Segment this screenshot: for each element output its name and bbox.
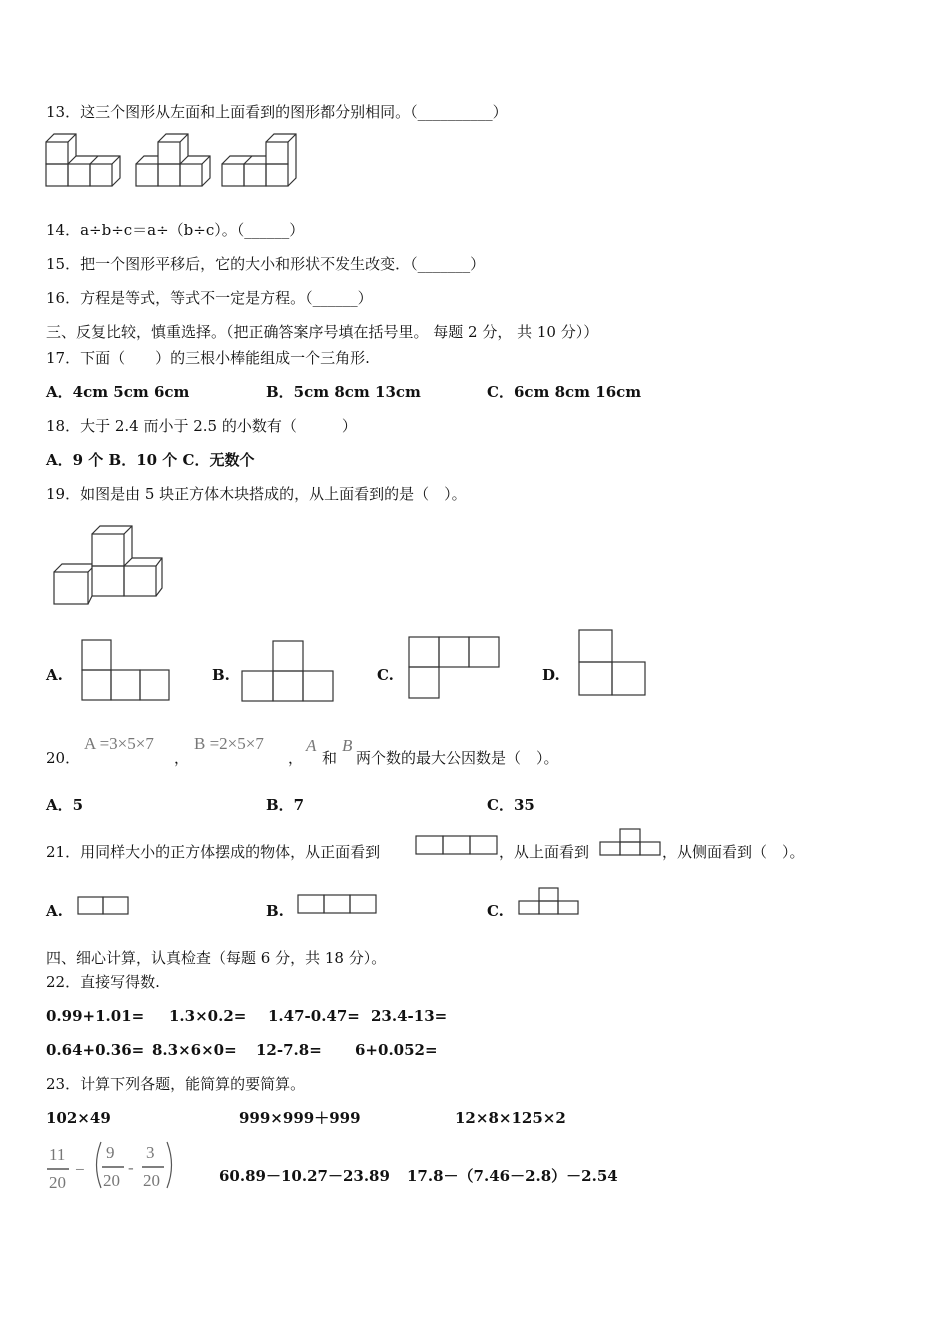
fraction-bar — [47, 1168, 71, 1170]
minus-sign: - — [128, 1158, 134, 1177]
q13-figure-2 — [136, 134, 216, 190]
q16-text: 16．方程是等式，等式不一定是方程。（______） — [46, 289, 373, 307]
q21-option-c-figure — [519, 888, 581, 918]
q17-option-c: C．6cm 8cm 16cm — [487, 383, 642, 401]
q18-options: A．9 个 B．10 个 C．无数个 — [46, 451, 255, 469]
q13-figure-3 — [222, 134, 302, 190]
q22-item: 0.99+1.01= — [46, 1007, 145, 1025]
q23-stem: 23．计算下列各题，能简算的要简算。 — [46, 1075, 306, 1093]
q13-text: 13．这三个图形从左面和上面看到的图形都分别相同。（__________） — [46, 103, 508, 121]
q20-he: 和 — [322, 749, 338, 767]
frac-denominator: 20 — [49, 1173, 66, 1192]
q22-item: 23.4-13= — [371, 1007, 448, 1025]
q19-cube-figure — [52, 526, 172, 610]
q19-option-c: C. — [377, 666, 394, 684]
q20-comma-1: ， — [174, 749, 190, 767]
frac-numerator: 9 — [106, 1143, 115, 1162]
q19-option-b: B. — [212, 666, 230, 684]
q22-item: 12-7.8= — [256, 1041, 322, 1059]
q20-tail: 两个数的最大公因数是（ ）。 — [356, 749, 559, 767]
section3-title: 三、反复比较，慎重选择。（把正确答案序号填在括号里。 每题 2 分， 共 10 分）） — [46, 323, 599, 341]
q22-item: 1.47-0.47= — [268, 1007, 360, 1025]
q20-expr-b: B =2×5×7 — [194, 734, 264, 753]
q19-option-a: A. — [46, 666, 63, 684]
q15-text: 15．把一个图形平移后，它的大小和形状不发生改变．（_______） — [46, 255, 486, 273]
q21-front-view-figure — [416, 836, 500, 858]
q23-item: 102×49 — [46, 1109, 111, 1127]
q20-number: 20． — [46, 749, 81, 767]
minus-sign: − — [75, 1160, 85, 1179]
q21-option-c: C. — [487, 902, 504, 920]
q19-option-d: D. — [542, 666, 560, 684]
q21-option-a-figure — [78, 897, 132, 917]
q17-stem: 17．下面（ ）的三根小棒能组成一个三角形. — [46, 349, 370, 367]
q20-option-b: B．7 — [266, 796, 305, 814]
q20-var-b: B — [342, 736, 353, 755]
fraction-bar — [142, 1166, 166, 1168]
q21-option-b: B. — [266, 902, 284, 920]
q21-part-3: ，从侧面看到（ ）。 — [662, 843, 805, 861]
q21-part-2: ，从上面看到 — [499, 843, 590, 861]
q23-item: 12×8×125×2 — [455, 1109, 566, 1127]
frac-denominator: 20 — [103, 1171, 120, 1190]
q19-option-c-figure — [409, 637, 503, 701]
q19-option-a-figure — [82, 640, 172, 702]
q19-option-d-figure — [579, 630, 649, 698]
right-paren — [166, 1142, 174, 1190]
frac-numerator: 3 — [146, 1143, 155, 1162]
section4-title: 四、细心计算，认真检查（每题 6 分，共 18 分）。 — [46, 949, 387, 967]
frac-denominator: 20 — [143, 1171, 160, 1190]
q22-item: 0.64+0.36= — [46, 1041, 145, 1059]
q18-stem: 18．大于 2.4 而小于 2.5 的小数有（ ） — [46, 417, 357, 435]
q19-option-b-figure — [242, 641, 336, 703]
q22-item: 1.3×0.2= — [169, 1007, 247, 1025]
q13-figure-1 — [46, 134, 126, 190]
q17-option-a: A．4cm 5cm 6cm — [46, 383, 190, 401]
q19-stem: 19．如图是由 5 块正方体木块搭成的，从上面看到的是（ ）。 — [46, 485, 467, 503]
q20-option-c: C．35 — [487, 796, 535, 814]
q20-option-a: A．5 — [46, 796, 84, 814]
q23-item: 60.89－10.27－23.89 — [219, 1167, 390, 1185]
q14-text: 14．a÷b÷c＝a÷（b÷c）。（______） — [46, 221, 305, 239]
q23-item: 17.8－（7.46－2.8）－2.54 — [407, 1167, 618, 1185]
q21-top-view-figure — [600, 829, 664, 859]
q20-expr-a: A =3×5×7 — [84, 734, 154, 753]
q21-option-a: A. — [46, 902, 63, 920]
left-paren — [94, 1142, 102, 1190]
fraction-bar — [102, 1166, 126, 1168]
q23-item: 999×999＋999 — [239, 1109, 361, 1127]
q17-option-b: B．5cm 8cm 13cm — [266, 383, 421, 401]
q21-option-b-figure — [298, 895, 378, 917]
frac-numerator: 11 — [49, 1145, 66, 1164]
q20-var-a: A — [306, 736, 317, 755]
q22-item: 6+0.052= — [355, 1041, 438, 1059]
q22-item: 8.3×6×0= — [152, 1041, 237, 1059]
q20-comma-2: ， — [288, 749, 304, 767]
q21-part-1: 21．用同样大小的正方体摆成的物体，从正面看到 — [46, 843, 381, 861]
q22-stem: 22．直接写得数. — [46, 973, 160, 991]
